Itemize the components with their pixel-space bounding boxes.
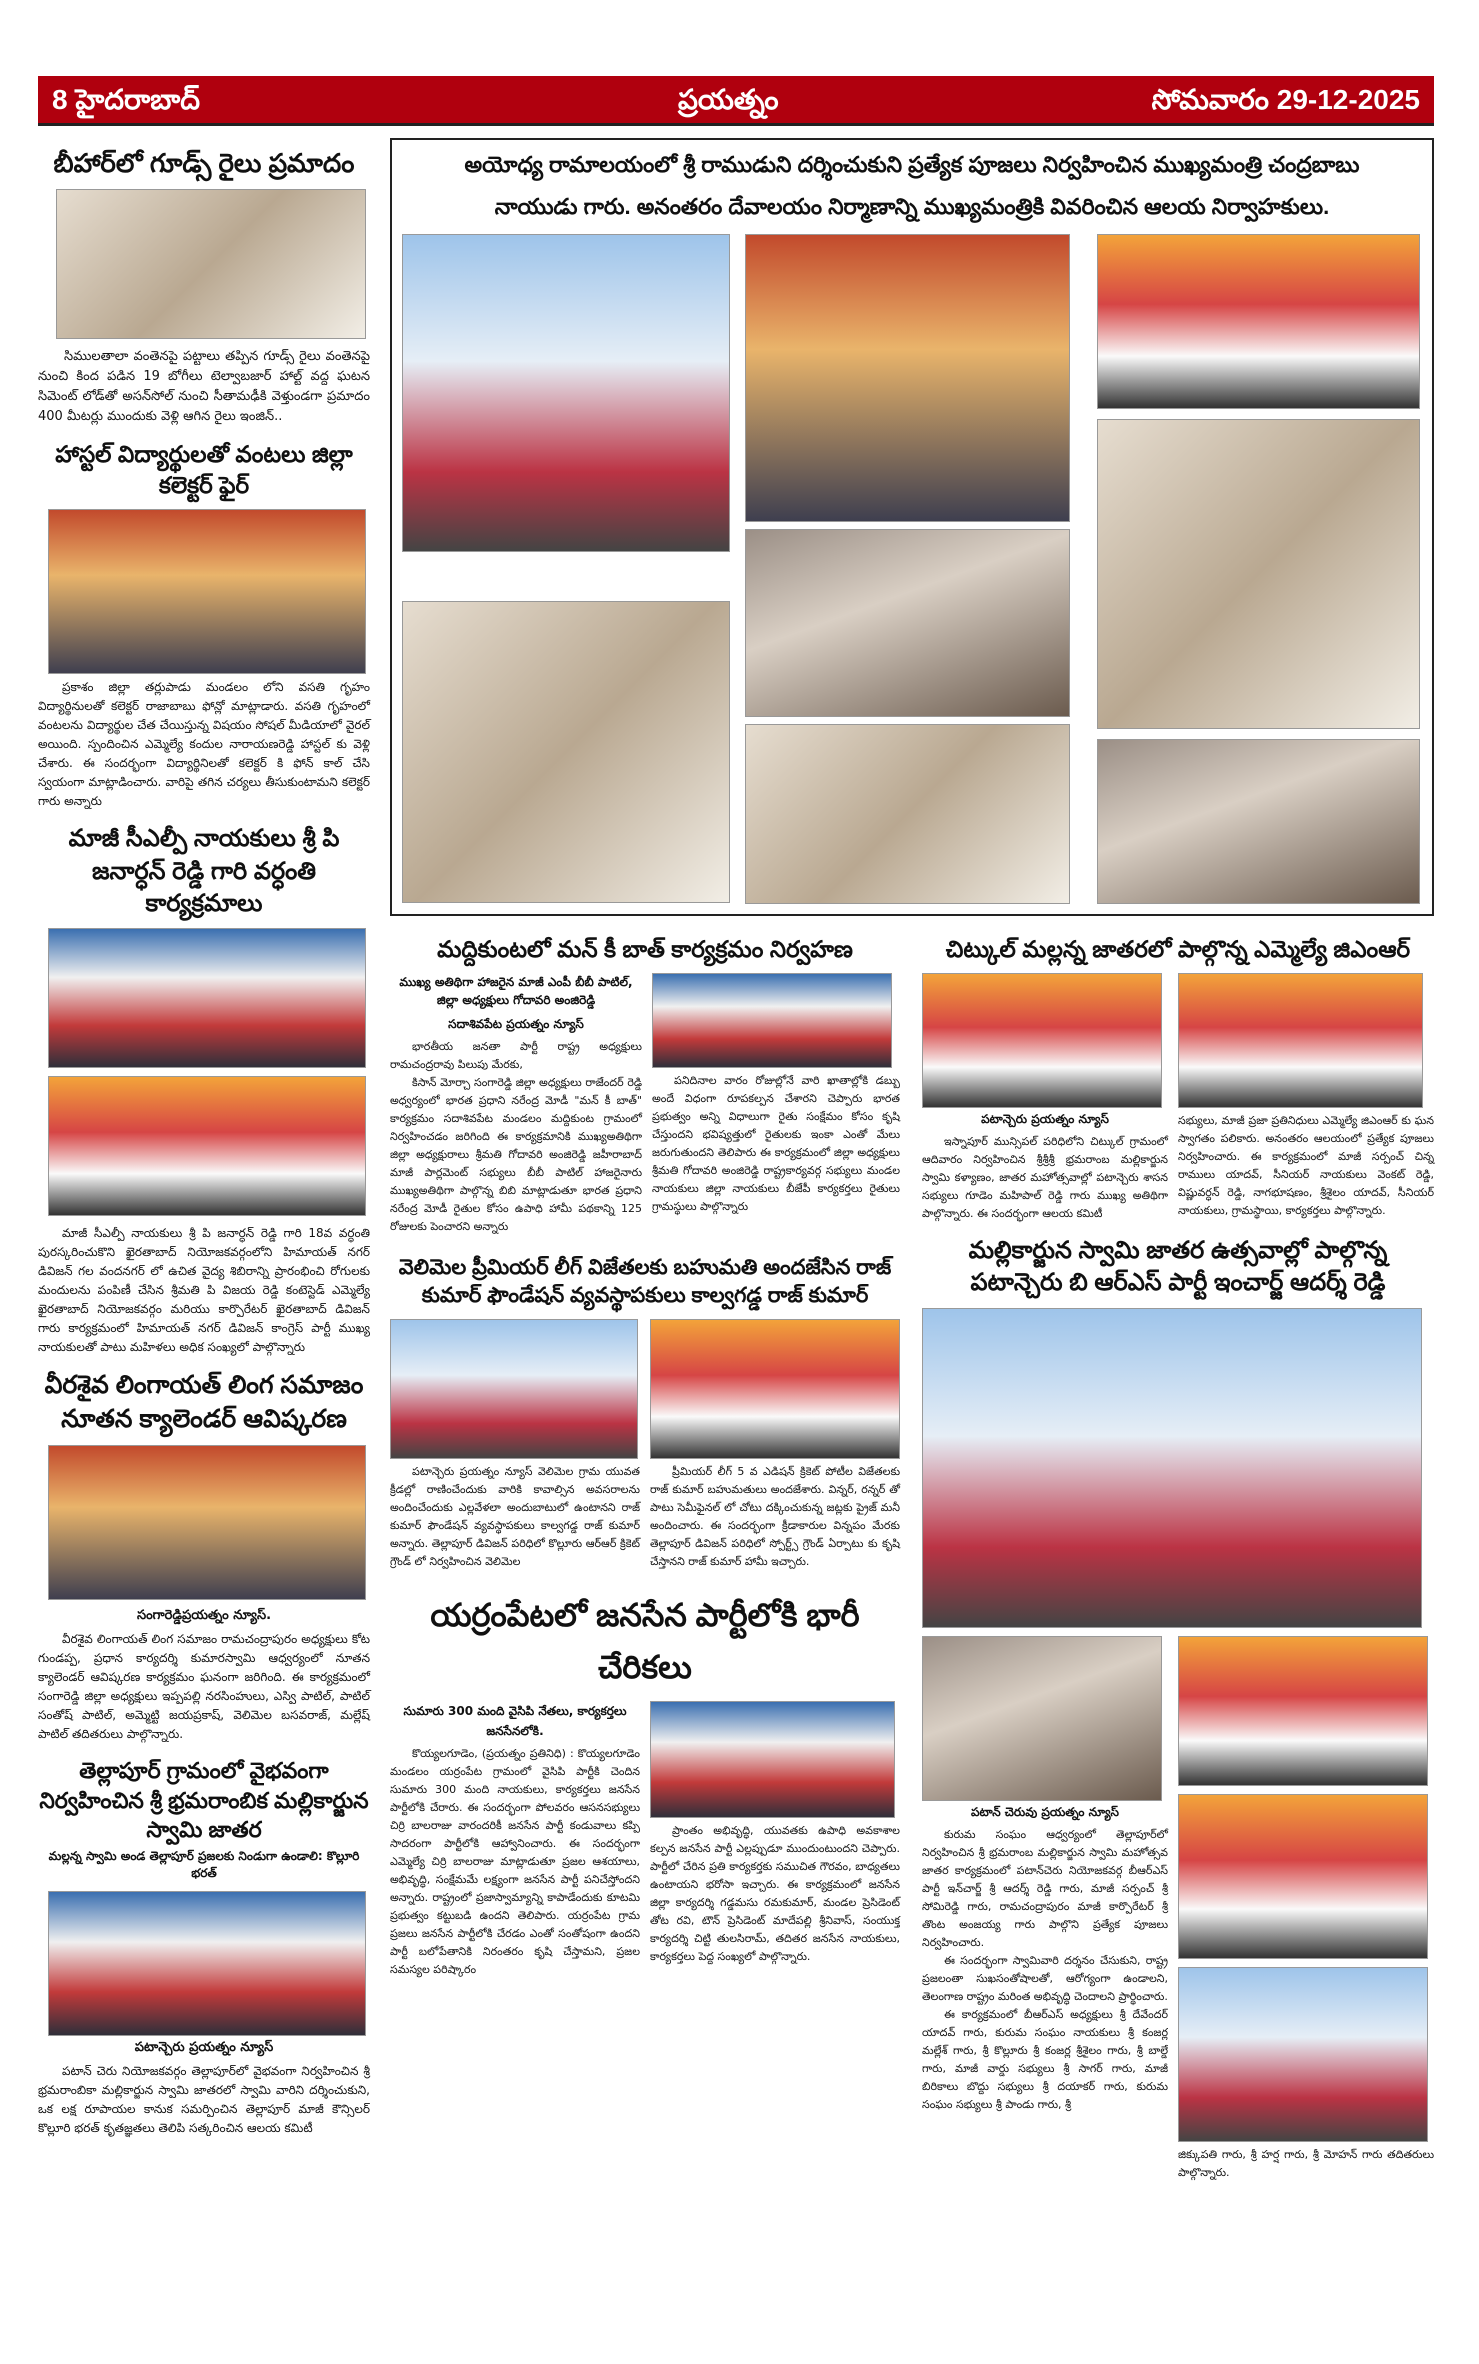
paragraph: కురుమ సంఘం ఆధ్వర్యంలో తెల్లాపూర్‌లో నిర్వహించిన శ్రీ భ్రమరాంబ మల్లికార్జున స్వామి మహోత్సవ జాతర కార్యక్రమంలో పటాన్‌చెరు నియోజకవర్గ బీఆర్ఎస్ పార్టీ ఇన్‌చార్జ్ శ్రీ ఆదర్శ్ రెడ్డి గారు, మాజీ సర్పంచ్ శ్రీ సోమిరెడ్డి గారు, రామచంద్రాపురం మాజీ కార్పొరేటర్ శ్రీ తొంట అంజయ్య గారు పాల్గొని ప్రత్యేక పూజలు నిర్వహించారు. bbox=[922, 1827, 1168, 1949]
left-column bbox=[38, 138, 370, 2138]
headline-mann-ki-baat: మద్దికుంటలో మన్ కీ బాత్ కార్యక్రమం నిర్వహణ bbox=[437, 936, 853, 962]
headline-tellapur-jatara: తెల్లాపూర్ గ్రామంలో వైభవంగా నిర్వహించిన శ్రీ భ్రమరాంబిక మల్లికార్జున స్వామి జాతర bbox=[39, 1757, 369, 1843]
subhead: ముఖ్య అతిథిగా హాజరైన మాజీ ఎంపీ బీబీ పాటిల్, జిల్లా అధ్యక్షులు గోదావరి అంజిరెడ్డి bbox=[399, 975, 633, 1008]
paragraph: భారతీయ జనతా పార్టీ రాష్ట్ర అధ్యక్షులు రామచంద్రరావు పిలుపు మేరకు, bbox=[390, 1040, 642, 1072]
photo-prize-2 bbox=[650, 1319, 900, 1459]
photo-train-accident bbox=[56, 189, 366, 339]
feature-photo-grid bbox=[400, 234, 1424, 906]
subhead: సుమారు 300 మంది వైసిపి నేతలు, కార్యకర్తలు జనసేనలోకి. bbox=[403, 1703, 627, 1738]
article-body: ప్రకాశం జిల్లా తర్లుపాడు మండలం లోని వసతి గృహం విద్యార్థినులతో కలెక్టర్ రాజాబాబు ఫోన్లో మాట్లాడారు. వసతి గృహంలో వంటలను విద్యార్థుల చేత చేయిస్తున్న విషయం సోషల్ మీడియాలో వైరల్ అయింది. స్పందించిన ఎమ్మెల్యే కందుల నారాయణరెడ్డి హాస్టల్‌ కు వెళ్లి చేశారు. ఈ సందర్భంగా విద్యార్థినిలతో కలెక్టర్ కి ఫోన్ కాల్ చేసి స్వయంగా మాట్లాడించారు. వారిపై తగిన చర్యలు తీసుకుంటామని కలెక్టర్ గారు అన్నారు bbox=[38, 680, 370, 809]
right-column bbox=[922, 934, 1434, 2182]
paragraph: ఈ సందర్భంగా స్వామివారి దర్శనం చేసుకుని, రాష్ట్ర ప్రజలంతా సుఖసంతోషాలతో, ఆరోగ్యంగా ఉండాలని, తెలంగాణ రాష్ట్రం మరింత అభివృద్ధి చెందాలని ప్రార్థించారు. bbox=[922, 1953, 1168, 2003]
article-body: ప్రాంతం అభివృద్ధి, యువతకు ఉపాధి అవకాశాల కల్పన జనసేన పార్టీ ఎల్లప్పుడూ ముందుంటుందని చెప్పారు. పార్టీలో చేరిన ప్రతి కార్యకర్తకు సముచిత గౌరవం, బాధ్యతలు ఉంటాయని భరోసా ఇచ్చారు. ఈ కార్యక్రమంలో జనసేన జిల్లా కార్యదర్శి గడ్డమసు రమకుమార్, మండల ప్రెసిడెంట్ తోట రవి, టౌన్ ప్రెసిడెంట్ మాదేపల్లి శ్రీనివాస్, సంయుక్త కార్యదర్శి చిట్టి తులసిరామ్, తదితర జనసేన నాయకులు, కార్యకర్తలు పెద్ద సంఖ్యలో పాల్గొన్నారు. bbox=[650, 1823, 900, 1963]
headline-lingayat-calendar: వీరశైవ లింగాయత్ లింగ సమాజం నూతన క్యాలెండర్ ఆవిష్కరణ bbox=[44, 1371, 364, 1434]
photo-idol bbox=[922, 1636, 1162, 1801]
photo-vardhanti-1 bbox=[48, 928, 366, 1068]
article-body bbox=[390, 1038, 642, 1236]
photo-right-3 bbox=[1178, 1967, 1428, 2142]
photo-temple-exterior bbox=[745, 724, 1070, 904]
paragraph: కిసాన్ మోర్చా సంగారెడ్డి జిల్లా అధ్యక్షులు రాజేందర్ రెడ్డి అధ్వర్యంలో భారత ప్రధాని నరేంద్ర మోడీ "మన్ కీ బాత్" కార్యక్రమం సదాశివపేట మండలం మద్దికుంట గ్రామంలో నిర్వహించడం జరిగింది ఈ కార్యక్రమానికి ముఖ్యఅతిథిగా జిల్లా అధ్యక్షురాలు శ్రీమతి గోదావరి అంజిరెడ్డి జహీరాబాద్ మాజీ పార్లమెంట్ సభ్యులు బీబీ పాటిల్ హాజరైనారు ముఖ్యఅతిథిగా పాల్గొన్న బిబి మాట్లాడుతూ భారత ప్రధాని నరేంద్ర మోడీ రైతుల కోసం ఉపాధి హామీ పథకాన్ని 125 రోజులకు పెంచారని అన్నారు bbox=[390, 1076, 642, 1234]
photo-garland bbox=[745, 234, 1070, 522]
photo-right-1 bbox=[1178, 1636, 1428, 1786]
photo-cm-walking bbox=[402, 234, 730, 552]
dateline: సదాశివపేట ప్రయత్నం న్యూస్ bbox=[448, 1017, 584, 1032]
subhead: మల్లన్న స్వామి అండ తెల్లాపూర్ ప్రజలకు నిండుగా ఉండాలి: కొల్లూరి భరత్ bbox=[48, 1848, 360, 1880]
headline-janardhan-reddy: మాజీ సీఎల్పీ నాయకులు శ్రీ పి జనార్ధన్ రెడ్డి గారి వర్ధంతి కార్యక్రమాలు bbox=[68, 825, 340, 917]
article-body: సిములతాలా వంతెనపై పట్టాలు తప్పిన గూడ్స్ రైలు వంతెనపై నుంచి కింద పడిన 19 బోగీలు టెల్వాబజార్ హాల్ట్ వద్ద ఘటన సిమెంట్ లోడ్‌తో అసన్‌సోల్ నుంచి సీతామఢీకి వెళ్తుండగా ప్రమాదం 400 మీటర్లు ముందుకు వెళ్లి ఆగిన రైలు ఇంజిన్.. bbox=[38, 349, 370, 425]
photo-crowd bbox=[745, 529, 1070, 717]
photo-right-2 bbox=[1178, 1794, 1428, 1959]
headline-janasena-joinings: యర్రంపేటలో జనసేన పార్టీలోకి భారీ చేరికలు bbox=[430, 1596, 860, 1685]
masthead bbox=[38, 76, 1434, 126]
article-body: వీరశైవ లింగాయత్ లింగ సమాజం రామచంద్రాపురం అధ్యక్షులు కోట గుండప్ప, ప్రధాన కార్యదర్శి కుమారస్వామి ఆధ్వర్యంలో నూతన క్యాలెండర్ ఆవిష్కరణ కార్యక్రమం ఘనంగా జరిగింది. ఈ కార్యక్రమంలో సంగారెడ్డి జిల్లా అధ్యక్షులు ఇప్పపల్లి నరసింహులు, ఎస్వి పాటిల్, పాటిల్ సంతోష్ పాటిల్, అమ్మెట్టి జయప్రకాష్, వెలిమెల బసవరాజ్, మల్లేష్ పాటిల్ తదితరులు పాల్గొన్నారు. bbox=[38, 1631, 370, 1741]
photo-vardhanti-2 bbox=[48, 1076, 366, 1216]
feature-caption-line-1: అయోధ్య రామాలయంలో శ్రీ రాముడుని దర్శించుకుని ప్రత్యేక పూజలు నిర్వహించిన ముఖ్యమంత్రి చంద్రబాబు bbox=[464, 152, 1360, 177]
paper-title: ప్రయత్నం bbox=[678, 84, 779, 115]
photo-chitkul-1 bbox=[922, 973, 1162, 1108]
dateline: పటాన్చెరు ప్రయత్నం న్యూస్ bbox=[134, 2039, 274, 2055]
photo-temple-group bbox=[1097, 419, 1420, 729]
dateline: సంగారెడ్డిప్రయత్నం న్యూస్. bbox=[136, 1607, 272, 1623]
headline-hostel-collector: హాస్టల్ విద్యార్థులతో వంటలు జిల్లా కలెక్టర్ ఫైర్ bbox=[55, 441, 353, 499]
page-number: 8 bbox=[52, 84, 68, 115]
article-body: పటాన్ చెరు నియోజకవర్గం తెల్లాపూర్‌లో వైభవంగా నిర్వహించిన శ్రీ భ్రమరాంబికా మల్లికార్జున స్వామి జాతరలో స్వామి వారిని దర్శించుకుని, ఒక లక్ష రూపాయల కానుక సమర్పించిన తెల్లాపూర్ మాజీ కౌన్సిలర్ కొల్లూరి భరత్ కృతజ్ఞతలు తెలిపి సత్కరించిన ఆలయ కమిటీ bbox=[38, 2063, 370, 2135]
photo-temple-carvings bbox=[402, 601, 730, 903]
photo-janasena bbox=[650, 1701, 895, 1818]
headline-chitkul-jatara: చిట్కుల్ మల్లన్న జాతరలో పాల్గొన్న ఎమ్మెల్యే జిఎంఆర్ bbox=[945, 936, 1411, 962]
dateline: పటాన్చెరు ప్రయత్నం న్యూస్ bbox=[981, 1112, 1109, 1127]
page-number-section bbox=[52, 84, 200, 123]
photo-chitkul-2 bbox=[1178, 973, 1423, 1108]
photo-sanctum bbox=[1097, 234, 1420, 409]
article-body: పటాన్చెరు ప్రయత్నం న్యూస్ వెలిమెల గ్రామ యువత క్రీడల్లో రాణించేందుకు వారికి కావాల్సిన అవసరాలను అందించేందుకు ఎల్లవేళలా అందుబాటులో ఉంటానని రాజ్ కుమార్ ఫౌండేషన్ వ్యవస్థాపకులు కాల్వగడ్డ రాజ్ కుమార్ అన్నారు. తెల్లాపూర్ డివిజన్ పరిధిలో కొల్లూరు ఆర్ఆర్ క్రికెట్ గ్రౌండ్ లో నిర్వహించిన వెలిమెల bbox=[390, 1464, 640, 1568]
photo-tellapur bbox=[48, 1891, 366, 2036]
photo-calendar bbox=[48, 1445, 366, 1600]
feature-photo-box bbox=[390, 138, 1434, 916]
photo-memento bbox=[1097, 739, 1420, 904]
article-body: ఇస్నాపూర్ మున్సిపల్ పరిధిలోని చిట్కుల్ గ్రామంలో ఆదివారం నిర్వహించిన శ్రీశ్రీశ్రీ భ్రమరాంబ మల్లికార్జున స్వామి కళ్యాణం, జాతర మహోత్సవాల్లో పటాన్చెరు శాసన సభ్యులు గూడెం మహిపాల్ రెడ్డి గారు ముఖ్య అతిథిగా పాల్గొన్నారు. ఈ సందర్భంగా ఆలయ కమిటీ bbox=[922, 1135, 1168, 1221]
article-body: పనిదినాల వారం రోజుల్లోనే వారి ఖాతాల్లోకి డబ్బు అందే విధంగా రూపకల్పన చేశారని చెప్పారు భారత ప్రభుత్వం అన్ని విధాలుగా రైతు సంక్షేమం కోసం కృషి చేస్తుందని భవిష్యత్తులో రైతులకు ఇంకా ఎంతో మేలు జరుగుతుందని తెలిపారు ఈ కార్యక్రమంలో జిల్లా అధ్యక్షులు శ్రీమతి గోదావరి అంజిరెడ్డి రాష్ట్రకార్యవర్గ సభ్యులు మండల నాయకులు జిల్లా నాయకులు బీజేపీ కార్యకర్తలు రైతులు గ్రామస్థులు పాల్గొన్నారు bbox=[652, 1074, 900, 1214]
feature-caption bbox=[400, 144, 1424, 228]
photo-mann-ki-baat bbox=[652, 973, 892, 1068]
photo-prize-1 bbox=[390, 1319, 638, 1459]
article-body: సభ్యులు, మాజీ ప్రజా ప్రతినిధులు ఎమ్మెల్యే జిఎంఆర్ కు ఘన స్వాగతం పలికారు. అనంతరం ఆలయంలో ప్రత్యేక పూజలు నిర్వహించారు. ఈ కార్యక్రమంలో మాజీ సర్పంచ్ చిన్న రాములు యాదవ్, సీనియర్ నాయకులు వెంకట్ రెడ్డి, విష్ణువర్ధన్ రెడ్డి, నాగభూషణం, శ్రీశైలం యాదవ్, సీనియర్ నాయకులు, గ్రామస్థాయి, కార్యకర్తలు పాల్గొన్నారు. bbox=[1178, 1114, 1434, 1218]
feature-caption-line-2: నాయుడు గారు. అనంతరం దేవాలయం నిర్మాణాన్ని ముఖ్యమంత్రికి వివరించిన ఆలయ నిర్వాహకులు. bbox=[494, 194, 1330, 219]
photo-hostel bbox=[48, 509, 366, 674]
issue-date: సోమవారం 29-12-2025 bbox=[1151, 84, 1420, 115]
article-body: ప్రీమియర్ లీగ్ 5 వ ఎడిషన్ క్రికెట్ పోటీల విజేతలకు రాజ్ కుమార్ బహుమతులు అందజేశారు. విన్నర్, రన్నర్ తో పాటు సెమీఫైనల్ లో చోటు దక్కించుకున్న జట్లకు ప్రైజ్ మనీ అందించారు. ఈ సందర్భంగా క్రీడాకారుల విన్నపం మేరకు తెల్లాపూర్ డివిజన్ పరిధిలో స్పోర్ట్స్ గ్రౌండ్ ఏర్పాటు కు కృషి చేస్తానని రాజ్ కుమార్ హామీ ఇచ్చారు. bbox=[650, 1464, 900, 1568]
article-body: మాజీ సీఎల్పీ నాయకులు శ్రీ పి జనార్ధన్ రెడ్డి గారి 18వ వర్ధంతి పురస్కరించుకొని ఖైరతాబాద్ నియోజకవర్గంలోని హిమాయత్ నగర్ డివిజన్ గల వందనగర్ లో ఉచిత వైద్య శిబిరాన్ని ప్రారంభించి రోగులకు మందులను పంపిణీ చేసిన శ్రీమతి పి విజయ రెడ్డి కంటెస్టెడ్ ఎమ్మెల్యే ఖైరతాబాద్ నియోజకవర్గం మరియు కార్పొరేటర్ ఖైరతాబాద్ డివిజన్ గారు కార్యక్రమంలో హిమాయత్ నగర్ డివిజన్ కాంగ్రెస్ పార్టీ ముఖ్య నాయకులతో పాటు మహిళలు అధిక సంఖ్యలో పాల్గొన్నారు bbox=[38, 1226, 370, 1355]
article-body: కొయ్యలగూడెం, (ప్రయత్నం ప్రతినిధి) : కొయ్యలగూడెం మండలం యర్రంపేట గ్రామంలో వైసిపి పార్టీకి చెందిన సుమారు 300 మంది నాయకులు, కార్యకర్తలు జనసేన పార్టీలోకి చేరారు. ఈ సందర్భంగా పోలవరం ఆసనసభ్యులు చిర్రి బాలరాజు వారందరికీ జనసేన పార్టీ కండువాలు కప్పి సాదరంగా పార్టీలోకి ఆహ్వానించారు. ఈ సందర్భంగా ఎమ్మెల్యే చిర్రి బాలరాజు మాట్లాడుతూ ప్రజల ఆశయాలు, అభివృద్ధి, సంక్షేమమే లక్ష్యంగా జనసేన పార్టీ పనిచేస్తోందని అన్నారు. రాష్ట్రంలో ప్రజాస్వామ్యాన్ని కాపాడేందుకు కూటమి ప్రభుత్వం కట్టుబడి ఉందని తెలిపారు. యర్రంపేట గ్రామ ప్రజలు జనసేన పార్టీలోకి చేరడం ఎంతో సంతోషంగా ఉందని పార్టీ బలోపేతానికి నిరంతరం కృషి చేస్తామని, ప్రజల సమస్యల పరిష్కారం bbox=[390, 1746, 640, 1976]
headline-velimela-league: వెలిమెల ప్రీమియర్ లీగ్ విజేతలకు బహుమతి అందజేసిన రాజ్ కుమార్ ఫౌండేషన్ వ్యవస్థాపకులు కాల్వగడ్డ రాజ్ కుమార్ bbox=[398, 1256, 892, 1308]
middle-column bbox=[390, 934, 900, 1979]
photo-jatara-large bbox=[922, 1308, 1422, 1628]
dateline: పటాన్ చెరువు ప్రయత్నం న్యూస్ bbox=[970, 1804, 1119, 1819]
headline-goods-train: బీహార్‌లో గూడ్స్ రైలు ప్రమాదం bbox=[53, 148, 355, 178]
headline-adarsh-reddy: మల్లికార్జున స్వామి జాతర ఉత్సవాల్లో పాల్గొన్న పటాన్చెరు బి ఆర్ఎస్ పార్టీ ఇంచార్జ్ ఆదర్శ్ రెడ్డి bbox=[968, 1237, 1388, 1297]
paragraph: ఈ కార్యక్రమంలో బీఆర్ఎస్ అధ్యక్షులు శ్రీ దేవేందర్ యాదవ్ గారు, కురుమ సంఘం నాయకులు శ్రీ కంజర్ల మల్లేశ్ గారు, శ్రీ కొల్లూరు శ్రీ కంజర్ల శ్రీశైలం గారు, శ్రీ బాల్డే గారు, మాజీ వార్డు సభ్యులు శ్రీ సాగర్ గారు, మాజీ బిరికాలు బొద్దు సభ్యులు శ్రీ దయాకర్ గారు, కురుమ సంఘం సభ్యులు శ్రీ పాండు గారు, శ్రీ bbox=[922, 2007, 1168, 2111]
article-body bbox=[922, 1826, 1168, 2114]
photo-caption: జిక్కుపతి గారు, శ్రీ హర్ష గారు, శ్రీ మోహన్ గారు తదితరులు పాల్గొన్నారు. bbox=[1178, 2147, 1434, 2179]
section-name: హైదరాబాద్ bbox=[75, 84, 201, 115]
